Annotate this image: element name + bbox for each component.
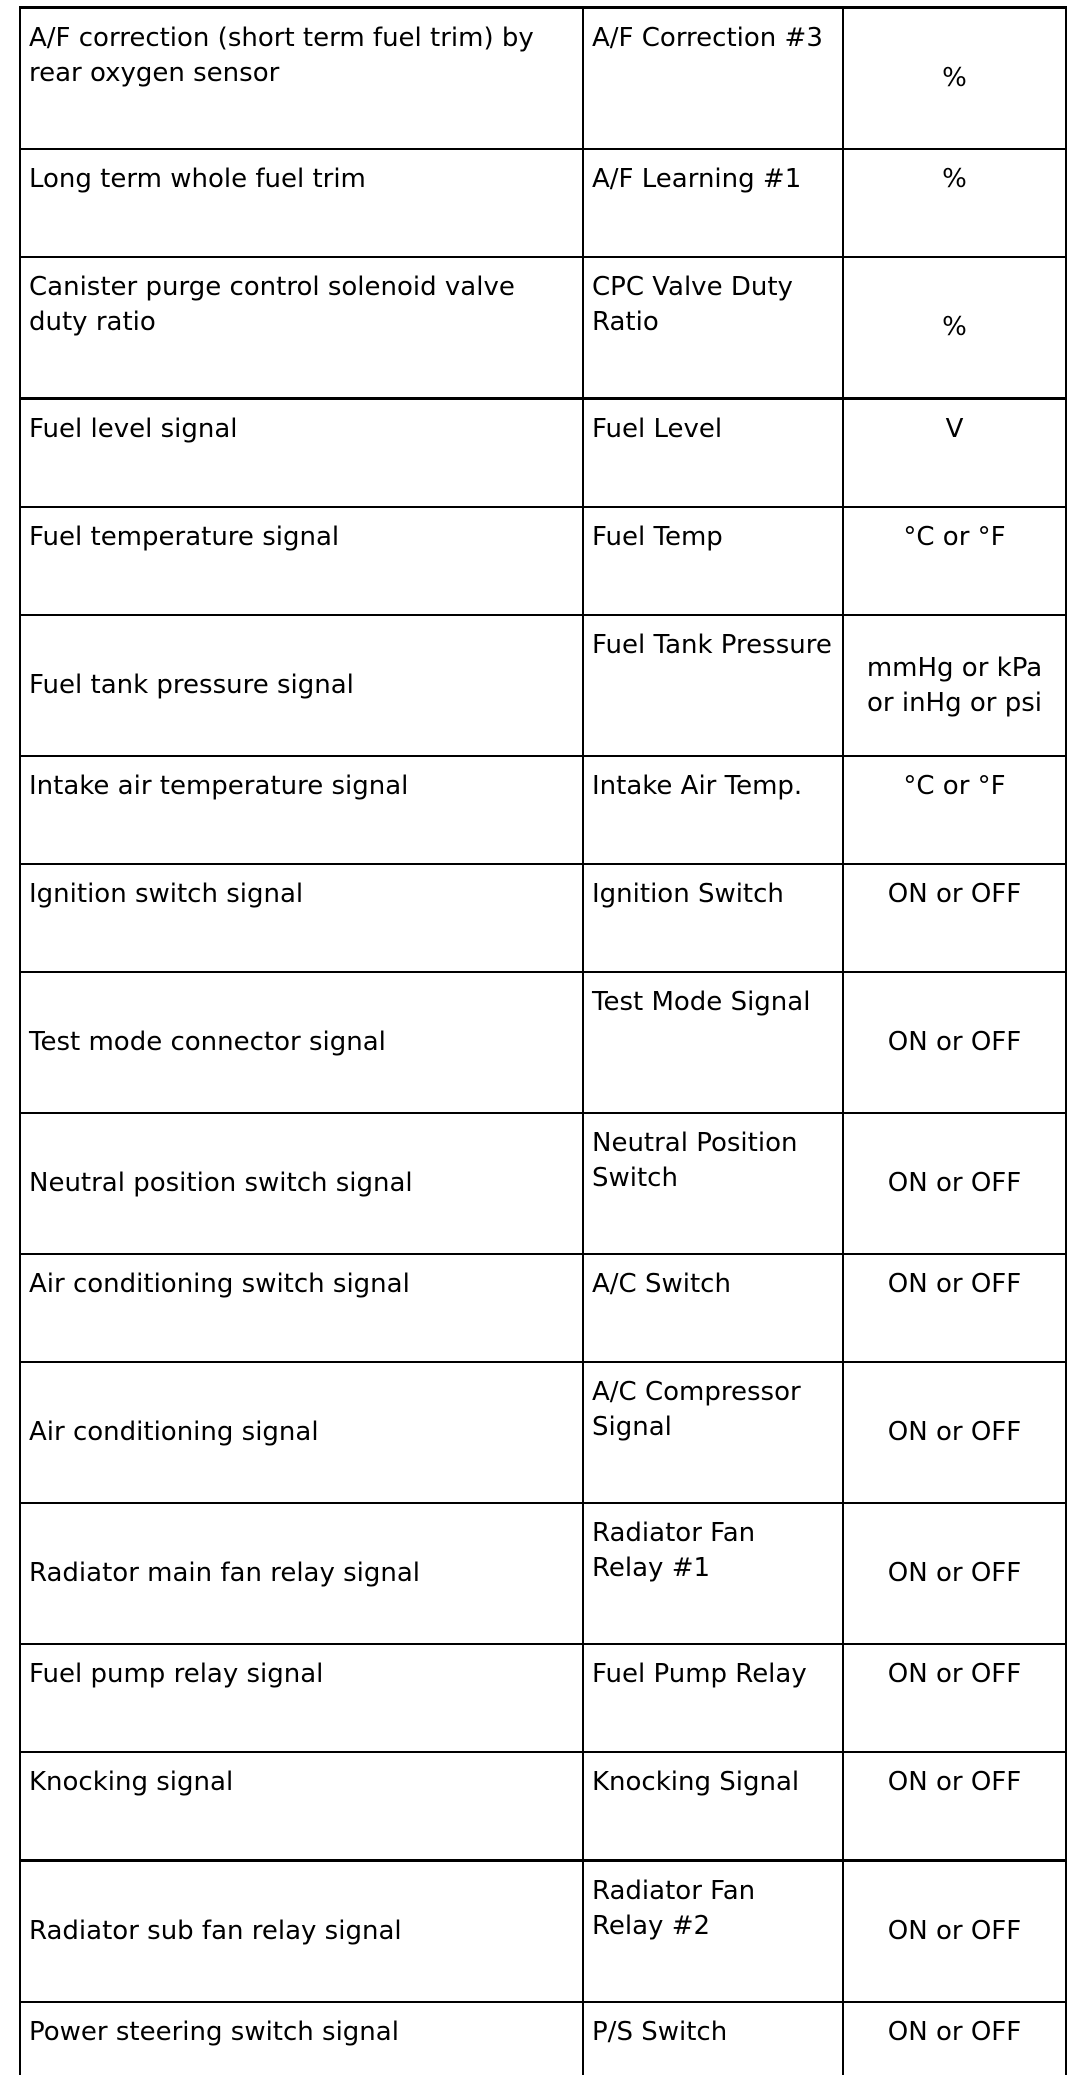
table-row bbox=[20, 1362, 1066, 1503]
row-unit: ON or OFF bbox=[843, 1254, 1066, 1362]
row-description: Fuel pump relay signal bbox=[20, 1644, 583, 1752]
row-unit: ON or OFF bbox=[843, 864, 1066, 972]
row-display-name: Fuel Pump Relay bbox=[583, 1644, 843, 1752]
row-description: Canister purge control solenoid valve duty ratio bbox=[20, 257, 583, 399]
row-unit: mmHg or kPa or inHg or psi bbox=[843, 615, 1066, 756]
row-unit: ON or OFF bbox=[843, 1113, 1066, 1254]
row-description: Radiator main fan relay signal bbox=[20, 1503, 583, 1644]
table-row bbox=[20, 257, 1066, 399]
table-row bbox=[20, 1503, 1066, 1644]
row-unit: °C or °F bbox=[843, 507, 1066, 615]
table-row bbox=[20, 864, 1066, 972]
row-unit: V bbox=[843, 399, 1066, 508]
table-row bbox=[20, 507, 1066, 615]
row-display-name: Fuel Temp bbox=[583, 507, 843, 615]
row-display-name: Fuel Level bbox=[583, 399, 843, 508]
table-row bbox=[20, 615, 1066, 756]
row-display-name: Test Mode Signal bbox=[583, 972, 843, 1113]
table-row bbox=[20, 399, 1066, 508]
row-display-name: Radiator Fan Relay #2 bbox=[583, 1861, 843, 2003]
row-unit: ON or OFF bbox=[843, 1752, 1066, 1861]
table-row bbox=[20, 2002, 1066, 2075]
row-display-name: Intake Air Temp. bbox=[583, 756, 843, 864]
table-row bbox=[20, 8, 1066, 150]
row-description: Fuel temperature signal bbox=[20, 507, 583, 615]
row-display-name: A/C Compressor Signal bbox=[583, 1362, 843, 1503]
row-unit: ON or OFF bbox=[843, 972, 1066, 1113]
row-display-name: CPC Valve Duty Ratio bbox=[583, 257, 843, 399]
row-display-name: Neutral Position Switch bbox=[583, 1113, 843, 1254]
table-row bbox=[20, 1861, 1066, 2003]
row-description: Long term whole fuel trim bbox=[20, 149, 583, 257]
row-description: A/F correction (short term fuel trim) by rear oxygen sensor bbox=[20, 8, 583, 150]
row-display-name: A/C Switch bbox=[583, 1254, 843, 1362]
table-row bbox=[20, 1644, 1066, 1752]
row-description: Power steering switch signal bbox=[20, 2002, 583, 2075]
row-display-name: A/F Correction #3 bbox=[583, 8, 843, 150]
row-description: Ignition switch signal bbox=[20, 864, 583, 972]
row-unit: % bbox=[843, 257, 1066, 399]
data-monitor-table bbox=[19, 6, 1067, 2075]
row-description: Fuel level signal bbox=[20, 399, 583, 508]
row-unit: ON or OFF bbox=[843, 1362, 1066, 1503]
row-description: Knocking signal bbox=[20, 1752, 583, 1861]
row-display-name: Ignition Switch bbox=[583, 864, 843, 972]
row-description: Intake air temperature signal bbox=[20, 756, 583, 864]
table-row bbox=[20, 1254, 1066, 1362]
table-row bbox=[20, 756, 1066, 864]
row-display-name: Knocking Signal bbox=[583, 1752, 843, 1861]
row-description: Radiator sub fan relay signal bbox=[20, 1861, 583, 2003]
row-description: Air conditioning switch signal bbox=[20, 1254, 583, 1362]
row-description: Test mode connector signal bbox=[20, 972, 583, 1113]
row-unit: % bbox=[843, 8, 1066, 150]
row-description: Fuel tank pressure signal bbox=[20, 615, 583, 756]
row-unit: ON or OFF bbox=[843, 1861, 1066, 2003]
row-display-name: P/S Switch bbox=[583, 2002, 843, 2075]
row-display-name: Fuel Tank Pressure bbox=[583, 615, 843, 756]
table-row bbox=[20, 1113, 1066, 1254]
row-display-name: A/F Learning #1 bbox=[583, 149, 843, 257]
row-display-name: Radiator Fan Relay #1 bbox=[583, 1503, 843, 1644]
row-unit: ON or OFF bbox=[843, 1503, 1066, 1644]
row-unit: ON or OFF bbox=[843, 2002, 1066, 2075]
row-unit: % bbox=[843, 149, 1066, 257]
table-row bbox=[20, 149, 1066, 257]
row-description: Air conditioning signal bbox=[20, 1362, 583, 1503]
table-row bbox=[20, 1752, 1066, 1861]
row-description: Neutral position switch signal bbox=[20, 1113, 583, 1254]
table-row bbox=[20, 972, 1066, 1113]
row-unit: ON or OFF bbox=[843, 1644, 1066, 1752]
row-unit: °C or °F bbox=[843, 756, 1066, 864]
